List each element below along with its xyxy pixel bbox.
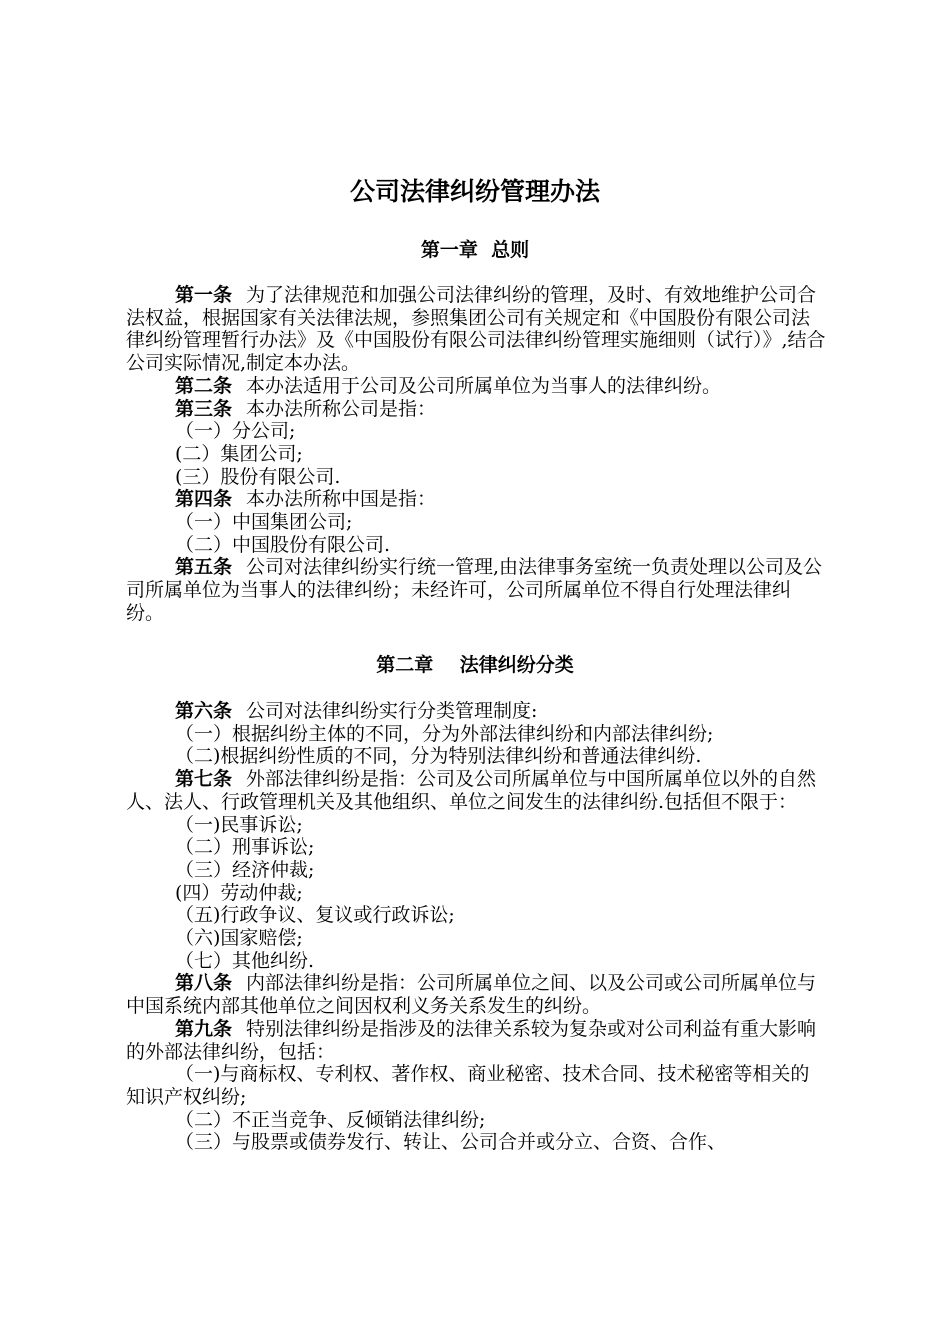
- article-label: 第七条: [175, 768, 233, 791]
- list-item: (三）股份有限公司.: [175, 465, 341, 488]
- article-label: 第五条: [175, 556, 233, 579]
- article-6: [126, 700, 826, 723]
- article-label: 第九条: [175, 1017, 233, 1040]
- article-label: 第四条: [175, 488, 233, 511]
- article-text: 为了法律规范和加强公司法律纠纷的管理，及时、有效地维护公司合法权益，根据国家有关法律法规，参照集团公司有关规定和《中国股份有限公司法律纠纷管理暂行办法》及《中国股份有限公司法律纠纷管理实施细则（试行）》,结合公司实际情况,制定本办法。: [126, 284, 826, 375]
- article-3: [126, 398, 826, 421]
- list-item: （一)与商标权、专利权、著作权、商业秘密、技术合同、技术秘密等相关的知识产权纠纷;: [126, 1063, 810, 1108]
- chapter-2-heading: 第二章 法律纠纷分类: [376, 654, 574, 676]
- article-4: [126, 488, 826, 511]
- article-2: [126, 375, 826, 398]
- list-item: （五)行政争议、复议或行政诉讼;: [175, 904, 455, 927]
- list-item: （七）其他纠纷.: [175, 949, 315, 972]
- chapter-1-body: [126, 284, 826, 625]
- list-item: （二）刑事诉讼;: [175, 836, 315, 859]
- list-item: (四）劳动仲裁;: [175, 881, 303, 904]
- list-item: （一）根据纠纷主体的不同，分为外部法律纠纷和内部法律纠纷;: [175, 722, 714, 745]
- article-8: [126, 972, 826, 1017]
- article-text: 特别法律纠纷是指涉及的法律关系较为复杂或对公司利益有重大影响的外部法律纠纷，包括：: [126, 1017, 817, 1063]
- article-text: 公司对法律纠纷实行统一管理,由法律事务室统一负责处理以公司及公司所属单位为当事人的法律纠纷；未经许可，公司所属单位不得自行处理法律纠纷。: [126, 556, 823, 624]
- article-label: 第六条: [175, 700, 233, 722]
- list-item: （二）中国股份有限公司.: [175, 533, 391, 556]
- list-item: （一）分公司;: [175, 420, 296, 443]
- list-item: （二）不正当竞争、反倾销法律纠纷;: [175, 1108, 486, 1131]
- article-text: 本办法所称中国是指：: [246, 488, 437, 511]
- chapter-1-heading: 第一章 总则: [420, 239, 530, 261]
- list-item: （二)根据纠纷性质的不同，分为特别法律纠纷和普通法律纠纷.: [175, 745, 702, 768]
- document-title: 公司法律纠纷管理办法: [349, 177, 600, 206]
- article-label: 第三条: [175, 397, 233, 420]
- article-5: [126, 556, 826, 624]
- article-1: [126, 284, 826, 375]
- article-label: 第八条: [175, 972, 233, 995]
- list-item: （一)民事诉讼;: [175, 813, 303, 836]
- list-item: （一）中国集团公司;: [175, 511, 353, 534]
- article-text: 内部法律纠纷是指：公司所属单位之间、以及公司或公司所属单位与中国系统内部其他单位之间因权利义务关系发生的纠纷。: [126, 972, 817, 1018]
- article-7: [126, 768, 826, 813]
- article-text: 公司对法律纠纷实行分类管理制度:: [246, 700, 538, 722]
- article-label: 第一条: [175, 284, 233, 306]
- article-text: 外部法律纠纷是指：公司及公司所属单位与中国所属单位以外的自然人、法人、行政管理机关及其他组织、单位之间发生的法律纠纷.包括但不限于：: [126, 768, 817, 813]
- article-text: 本办法适用于公司及公司所属单位为当事人的法律纠纷。: [246, 374, 722, 397]
- list-item: (二）集团公司;: [175, 442, 303, 465]
- article-text: 本办法所称公司是指：: [246, 397, 437, 420]
- list-item: （三）经济仲裁;: [175, 858, 315, 881]
- article-label: 第二条: [175, 374, 233, 397]
- article-9: [126, 1018, 826, 1063]
- chapter-2-body: [126, 700, 826, 1154]
- list-item: （三）与股票或债券发行、转让、公司合并或分立、合资、合作、: [175, 1131, 727, 1154]
- list-item: （六)国家赔偿;: [175, 927, 303, 950]
